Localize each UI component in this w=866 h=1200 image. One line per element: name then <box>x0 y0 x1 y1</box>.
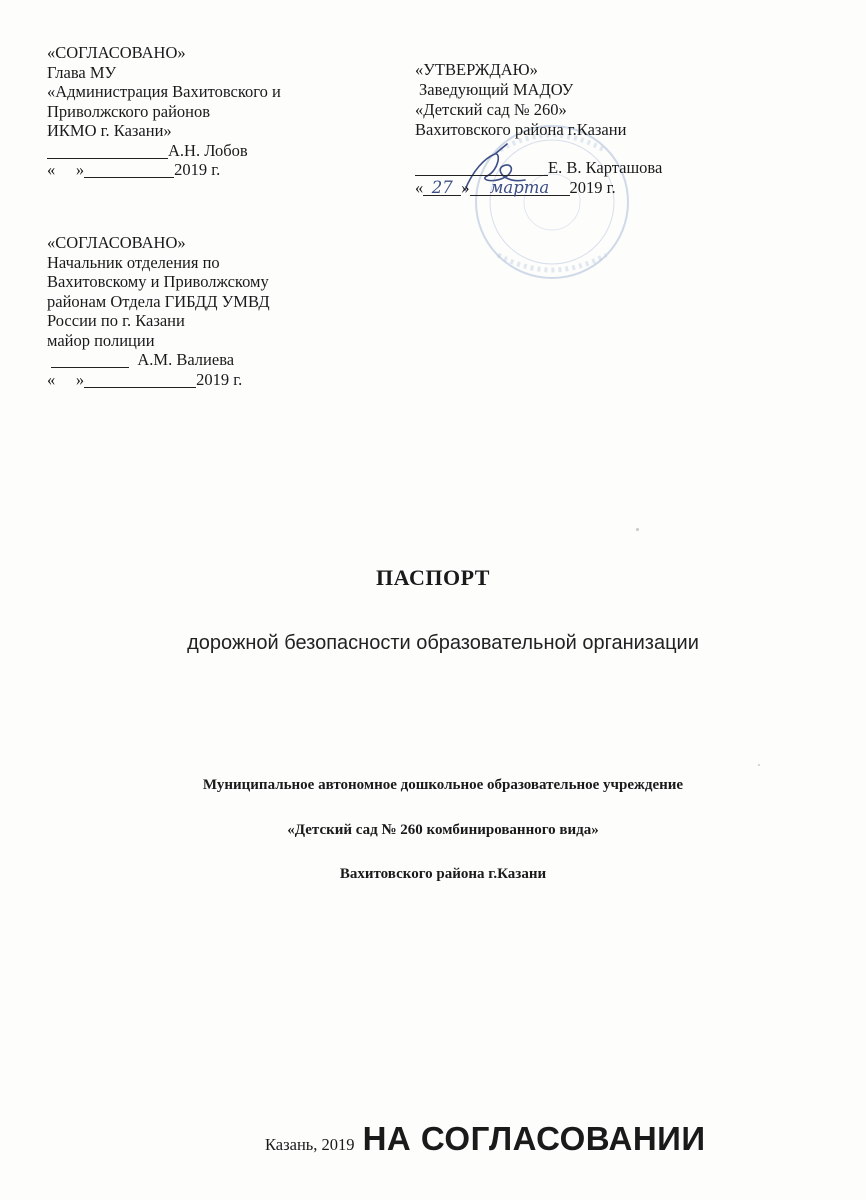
organization-district: Вахитовского района г.Казани <box>339 866 547 882</box>
scan-speck <box>758 764 760 766</box>
date-year: 2019 г. <box>196 369 243 389</box>
approval-rank: майор полиции <box>47 330 155 350</box>
organization-type: Муниципальное автономное дошкольное образовательное учреждение <box>202 777 684 793</box>
scan-speck <box>636 528 639 531</box>
signer-name: А.Н. Лобов <box>168 140 248 160</box>
date-month-handwritten: марта <box>470 181 570 196</box>
signature-blank <box>51 353 129 368</box>
signer-name: Е. В. Карташова <box>548 158 663 177</box>
approval-department-end: России по г. Казани <box>47 311 185 330</box>
approval-position: Начальник отделения по <box>47 252 220 272</box>
date-day-blank: « » <box>47 369 85 389</box>
document-footer <box>265 1120 706 1158</box>
organization-name: «Детский сад № 260 комбинированного вида» <box>287 822 599 838</box>
signature-line <box>47 350 270 370</box>
approval-district: Вахитовского района г.Казани <box>415 120 627 139</box>
date-year: 2019 г. <box>569 178 616 197</box>
signature-blank <box>415 161 548 176</box>
approval-department: районам Отдела ГИБДД УМВД <box>47 291 270 311</box>
approval-block-traffic-police <box>47 233 270 389</box>
date-close-quote: » <box>461 178 470 197</box>
date-day-blank: « » <box>47 160 85 179</box>
footer-city-year: Казань, 2019 <box>265 1135 355 1154</box>
approval-status-stamp: НА СОГЛАСОВАНИИ <box>362 1120 706 1157</box>
approval-position: Заведующий МАДОУ <box>419 80 574 99</box>
approval-organization: «Детский сад № 260» <box>415 100 567 119</box>
approval-position: Глава МУ <box>47 62 117 82</box>
date-month-blank <box>84 373 196 388</box>
date-month-blank <box>84 163 174 178</box>
signature-line <box>415 158 662 178</box>
approval-heading: «УТВЕРЖДАЮ» <box>415 60 538 79</box>
approval-block-head <box>415 60 662 198</box>
approval-heading: «СОГЛАСОВАНО» <box>47 233 186 252</box>
signer-name: А.М. Валиева <box>137 350 235 369</box>
date-year: 2019 г. <box>174 160 221 179</box>
document-subtitle: дорожной безопасности образовательной организации <box>187 632 699 654</box>
date-line <box>415 178 662 198</box>
approval-organization-cont: Приволжского районов <box>47 101 211 121</box>
approval-block-administration <box>47 43 281 180</box>
date-line <box>47 370 270 390</box>
signature-blank <box>47 144 168 159</box>
approval-position-cont: Вахитовскому и Приволжскому <box>47 272 269 291</box>
approval-organization: «Администрация Вахитовского и <box>47 82 281 101</box>
document-title: ПАСПОРТ <box>376 565 490 590</box>
date-line <box>47 160 281 180</box>
signature-line <box>47 141 281 161</box>
approval-organization-end: ИКМО г. Казани» <box>47 121 172 140</box>
approval-heading: «СОГЛАСОВАНО» <box>47 43 186 62</box>
date-open-quote: « <box>415 178 424 197</box>
date-day-handwritten: 27 <box>423 181 461 196</box>
